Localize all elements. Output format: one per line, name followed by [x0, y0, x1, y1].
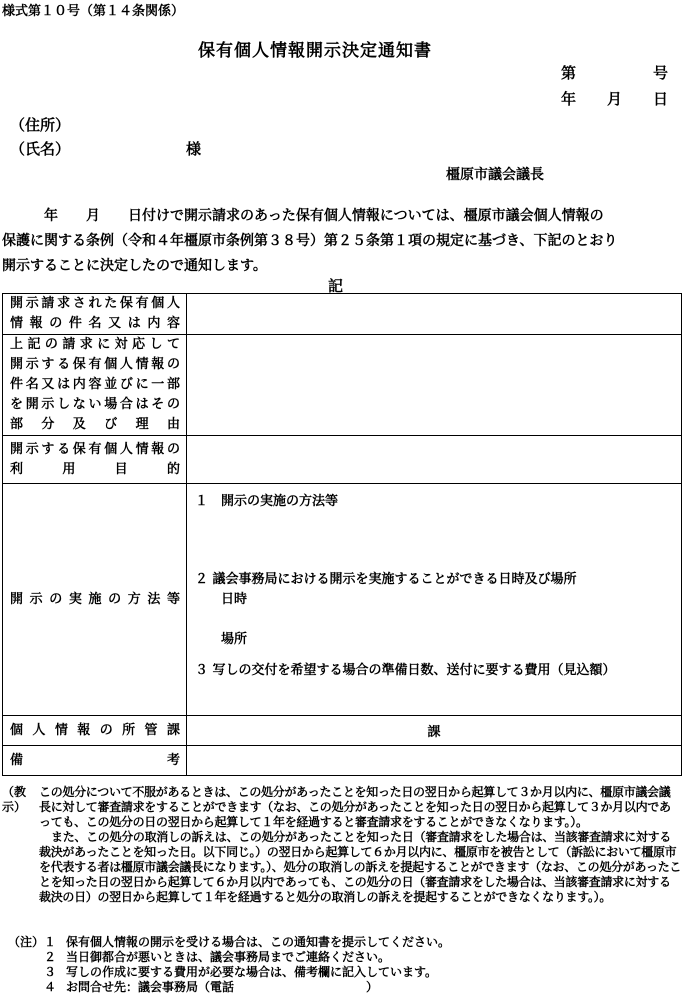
- table-row: [3, 746, 682, 776]
- label-line: 開示請求された保有個人: [10, 296, 180, 311]
- label-line: 備考: [10, 752, 180, 768]
- disclosed-info-value[interactable]: [187, 335, 682, 436]
- label-line: 上記の請求に対応して: [10, 337, 180, 352]
- row-label-method: [3, 484, 187, 716]
- notes-paragraph: この処分について不服があるときは、この処分があったことを知った日の翌日から起算して３か月以内に、橿原市議会議長に対して審査請求をすることができます（なお、この処分があったことを知った日の翌日から起算して３か月以内であっても、この処分の日の翌日から起算して１年を経過すると審査請求をすることができなくなります。）。: [39, 785, 671, 829]
- instruction-notes: [2, 785, 682, 905]
- form-number: 様式第１０号（第１４条関係）: [2, 4, 185, 19]
- requested-info-value[interactable]: [187, 294, 682, 335]
- table-row: [3, 484, 682, 716]
- address-label: （住所）: [10, 116, 71, 134]
- label-line: 利用目的: [10, 461, 180, 477]
- body-line: 開示することに決定したので通知します。: [2, 258, 267, 274]
- method-item-3: ３ 写しの交付を希望する場合の準備日数、送付に要する費用（見込額）: [195, 663, 616, 678]
- footnote-text: 保有個人情報の開示を受ける場合は、この通知書を提示してください。: [66, 935, 451, 949]
- notes-head: （教示）: [2, 785, 27, 814]
- footnote-text: お問合せ先：議会事務局（電話 ）: [66, 980, 379, 994]
- label-line: 件名又は内容並びに一部: [10, 377, 180, 392]
- footnote-text: 写しの作成に要する費用が必要な場合は、備考欄に記入しています。: [66, 965, 438, 979]
- number-prefix: 第: [561, 64, 577, 82]
- label-line: 開示する保有個人情報の: [10, 357, 180, 372]
- row-label-department: [3, 716, 187, 746]
- body-line: 年 月 日付けで開示請求のあった保有個人情報については、橿原市議会個人情報の: [2, 208, 604, 224]
- document-title: 保有個人情報開示決定通知書: [198, 41, 432, 61]
- footnotes: [8, 935, 450, 995]
- date-day: 日: [653, 90, 669, 108]
- footnote-number: ４: [44, 980, 57, 994]
- method-datetime: 日時: [221, 592, 248, 607]
- date-year: 年: [561, 90, 577, 108]
- footnote-number: ２: [44, 950, 57, 964]
- table-row: [3, 716, 682, 746]
- footnote-number: １: [44, 935, 57, 949]
- date-month: 月: [607, 90, 623, 108]
- disclosure-table: [2, 293, 682, 776]
- row-label-remarks: [3, 746, 187, 776]
- notes-paragraph: また、この処分の取消しの訴えは、この処分があったことを知った日（審査請求をした場合は、当該審査請求に対する裁決があったことを知った日。以下同じ。）の翌日から起算して６か月以内に、橿原市を被告として（訴訟において橿原市を代表する者は橿原市議会議長になります。）、処分の取消しの訴えを提起することができます（なお、この処分があったことを知った日の翌日から起算して６か月以内であっても、この処分の日（審査請求をした場合は、当該審査請求に対する裁決の日）の翌日から起算して１年を経過すると処分の取消しの訴えを提起することができなくなります。）。: [39, 830, 682, 904]
- number-suffix: 号: [653, 64, 669, 82]
- method-value[interactable]: [187, 484, 682, 716]
- label-line: 開示する保有個人情報の: [10, 441, 180, 457]
- label-line: 情報の件名又は内容: [10, 316, 180, 331]
- body-line: 保護に関する条例（令和４年橿原市条例第３８号）第２５条第１項の規定に基づき、下記のとおり: [2, 233, 618, 249]
- department-value[interactable]: [187, 716, 682, 746]
- footnote-number: ３: [44, 965, 57, 979]
- remarks-value[interactable]: [187, 746, 682, 776]
- footnote-text: 当日御都合が悪いときは、議会事務局までご連絡ください。: [66, 950, 391, 964]
- ka-suffix: 課: [427, 725, 441, 740]
- row-label-requested-info: [3, 294, 187, 335]
- method-item-2: ２ 議会事務局における開示を実施することができる日時及び場所: [195, 572, 577, 587]
- method-place: 場所: [221, 632, 248, 647]
- name-label: （氏名）: [10, 140, 71, 158]
- body-text: [2, 204, 680, 279]
- label-line: 個人情報の所管課: [10, 722, 180, 738]
- honorific: 様: [186, 140, 202, 158]
- purpose-value[interactable]: [187, 436, 682, 484]
- table-row: [3, 335, 682, 436]
- label-line: 開示の実施の方法等: [10, 591, 180, 607]
- table-row: [3, 294, 682, 335]
- label-line: 部分及び理由: [10, 417, 180, 432]
- label-line: を開示しない場合はその: [10, 397, 180, 412]
- row-label-purpose: [3, 436, 187, 484]
- ki-heading: 記: [328, 277, 344, 295]
- table-row: [3, 436, 682, 484]
- issuer: 橿原市議会議長: [446, 167, 544, 183]
- method-item-1: １ 開示の実施の方法等: [195, 494, 339, 509]
- footnotes-head: （注）: [8, 935, 45, 949]
- row-label-disclosed-info: [3, 335, 187, 436]
